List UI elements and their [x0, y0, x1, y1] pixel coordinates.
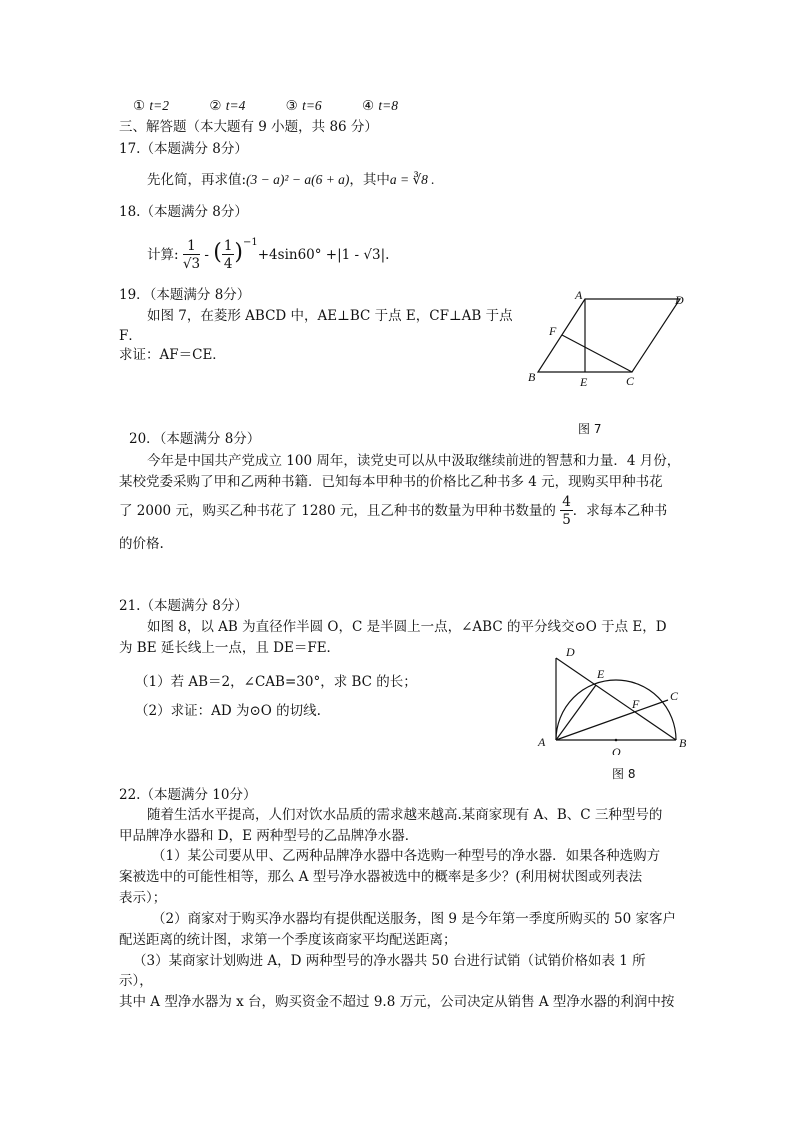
q21-header: 21.（本题满分 8分）: [119, 598, 248, 614]
q19-line2: F．: [119, 328, 142, 344]
q20-line4: 的价格.: [119, 536, 164, 552]
fig8-label-F: F: [632, 697, 640, 711]
option-3: ③ t=6: [285, 98, 322, 114]
q22-line4: 案被选中的可能性相等，那么 A 型号净水器被选中的概率是多少？(利用树状图或列表法: [119, 869, 643, 885]
fig8-label-E: E: [597, 667, 605, 681]
fig7-label-E: E: [580, 375, 588, 389]
q22-line2: 甲品牌净水器和 D，E 两种型号的乙品牌净水器．: [119, 828, 419, 844]
fig8-label-A: A: [538, 735, 546, 749]
fig7-label-D: D: [675, 293, 684, 307]
q18-fraction-2: $\frac{1}{4}$: [223, 238, 233, 272]
fig7-label-F: F: [549, 324, 557, 338]
figure-7-rhombus: [520, 284, 700, 394]
q20-line1: 今年是中国共产党成立 100 周年，读党史可以从中汲取继续前进的智慧和力量．4 月份，: [147, 453, 681, 469]
q21-sub1: （1）若 AB＝2，∠CAB=30°，求 BC 的长；: [135, 674, 417, 690]
fig8-label-C: C: [670, 689, 679, 703]
q22-line7: 配送距离的统计图，求第一个季度该商家平均配送距离；: [119, 932, 457, 948]
option-4: ④ t=8: [361, 98, 399, 114]
q19-line1: 如图 7，在菱形 ABCD 中，AE⊥BC 于点 E，CF⊥AB 于点: [147, 308, 513, 324]
q18-header: 18.（本题满分 8分）: [119, 204, 248, 220]
q17-header: 17.（本题满分 8分）: [119, 141, 248, 157]
q22-line10: 其中 A 型净水器为 x 台，购买资金不超过 9.8 万元，公司决定从销售 A 型净水器的利润中按: [119, 994, 675, 1010]
figure-8-semicircle: [532, 640, 702, 755]
q20-fraction: $\frac{4}{5}$: [562, 494, 571, 528]
q22-header: 22.（本题满分 10分）: [119, 787, 257, 803]
q22-line9: 示），: [119, 973, 153, 989]
q19-line3: 求证：AF＝CE．: [119, 347, 226, 363]
fig8-label-D: D: [566, 645, 575, 659]
q22-line3: （1）某公司要从甲、乙两种品牌净水器中各选购一种型号的净水器．如果各种选购方: [152, 848, 661, 864]
q21-sub2: （2）求证：AD 为⊙O 的切线.: [135, 703, 321, 719]
figure-7-caption: 图 7: [578, 422, 602, 436]
option-2: ② t=4: [209, 98, 246, 114]
fig7-label-C: C: [626, 374, 635, 388]
fig7-label-B: B: [528, 370, 536, 384]
q22-line6: （2）商家对于购买净水器均有提供配送服务，图 9 是今年第一季度所购买的 50 家客户: [152, 911, 677, 927]
fig7-label-A: A: [575, 288, 583, 302]
option-1: ① t=2: [133, 98, 170, 114]
q21-line2: 为 BE 延长线上一点，且 DE＝FE．: [119, 640, 341, 656]
q17-condition: a = ∛8 .: [389, 172, 435, 187]
q22-line8: （3）某商家计划购进 A，D 两种型号的净水器共 50 台进行试销（试销价格如表 1 所: [133, 953, 646, 969]
q17-body: 先化简，再求值:(3 − a)² − a(6 + a)，其中a = ∛8 .: [147, 172, 435, 188]
section-title: 三、解答题（本大题有 9 小题，共 86 分）: [119, 119, 378, 135]
q20-header: 20．（本题满分 8分）: [129, 431, 261, 447]
q18-fraction-1: $\frac{1}{√3}$: [182, 238, 201, 272]
q19-header: 19．（本题满分 8分）: [119, 287, 251, 303]
q22-line5: 表示）；: [119, 890, 167, 906]
q20-line3: 了 2000 元，购买乙种书花了 1280 元，且乙种书的数量为甲种书数量的 $\frac{4}{5}$ ．求每本乙种书: [119, 494, 668, 528]
q21-line1: 如图 8，以 AB 为直径作半圆 O，C 是半圆上一点，∠ABC 的平分线交⊙O 于点 E，D: [147, 619, 667, 635]
q18-body: 计算: $\frac{1}{√3}$ - ( $\frac{1}{4}$ )$^{-1}$+4sin60° +|1 - √3|.: [147, 237, 390, 272]
fig8-label-O: O: [612, 745, 621, 755]
fig8-label-B: B: [679, 736, 687, 750]
answer-options: [133, 97, 434, 115]
figure-8-caption: 图 8: [612, 767, 636, 781]
q17-expression: (3 − a)² − a(6 + a): [246, 172, 350, 187]
q20-line2: 某校党委采购了甲和乙两种书籍．已知每本甲种书的价格比乙种书多 4 元，现购买甲种书花: [119, 474, 663, 490]
q22-line1: 随着生活水平提高，人们对饮水品质的需求越来越高.某商家现有 A、B、C 三种型号的: [147, 807, 663, 823]
